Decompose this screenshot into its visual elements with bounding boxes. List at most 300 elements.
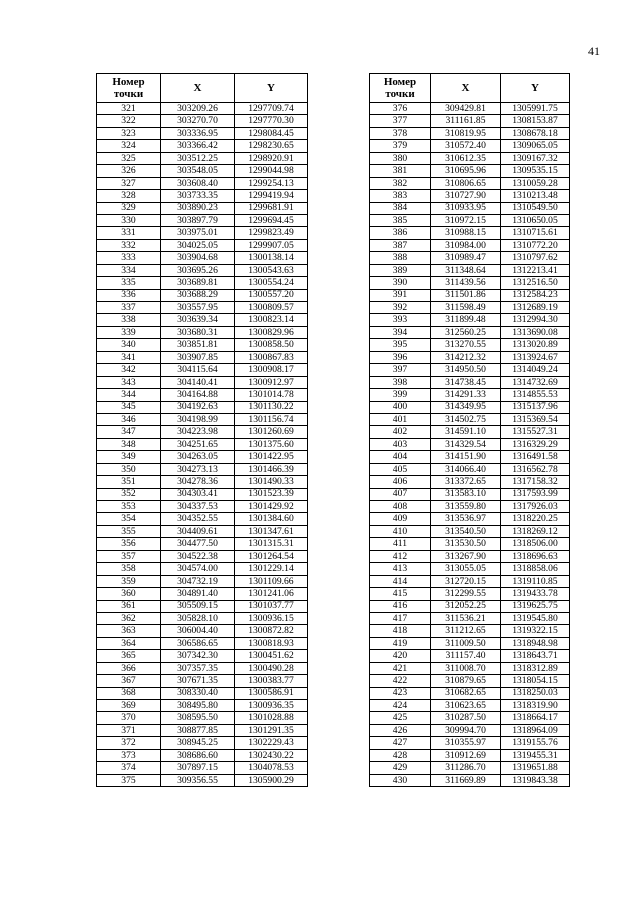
- y-coordinate-cell: 1312213.41: [501, 264, 570, 276]
- point-number-cell: 374: [97, 762, 161, 774]
- point-number-cell: 342: [97, 364, 161, 376]
- point-number-cell: 385: [370, 214, 431, 226]
- y-coordinate-cell: 1314855.53: [501, 389, 570, 401]
- x-coordinate-cell: 303733.35: [161, 190, 235, 202]
- table-row: [370, 737, 570, 749]
- point-number-cell: 369: [97, 700, 161, 712]
- x-coordinate-cell: 313583.10: [431, 488, 501, 500]
- y-coordinate-cell: 1300823.14: [235, 314, 308, 326]
- y-coordinate-cell: 1299694.45: [235, 214, 308, 226]
- point-number-cell: 401: [370, 413, 431, 425]
- x-coordinate-cell: 310572.40: [431, 140, 501, 152]
- x-coordinate-cell: 310819.95: [431, 127, 501, 139]
- y-coordinate-cell: 1300557.20: [235, 289, 308, 301]
- point-number-cell: 358: [97, 563, 161, 575]
- x-coordinate-cell: 307671.35: [161, 675, 235, 687]
- point-number-cell: 365: [97, 650, 161, 662]
- x-coordinate-cell: 304115.64: [161, 364, 235, 376]
- table-row: [97, 550, 308, 562]
- header-x: X: [431, 74, 501, 103]
- x-coordinate-cell: 303512.25: [161, 152, 235, 164]
- x-coordinate-cell: 314738.45: [431, 376, 501, 388]
- y-coordinate-cell: 1318506.00: [501, 538, 570, 550]
- y-coordinate-cell: 1301109.66: [235, 575, 308, 587]
- point-number-cell: 393: [370, 314, 431, 326]
- table-row: [370, 389, 570, 401]
- header-point-number: Номер точки: [97, 74, 161, 103]
- point-number-cell: 355: [97, 525, 161, 537]
- table-row: [370, 600, 570, 612]
- point-number-cell: 423: [370, 687, 431, 699]
- table-row: [370, 724, 570, 736]
- table-row: [97, 762, 308, 774]
- table-row: [97, 637, 308, 649]
- point-number-cell: 400: [370, 401, 431, 413]
- point-number-cell: 325: [97, 152, 161, 164]
- point-number-cell: 330: [97, 214, 161, 226]
- point-number-cell: 343: [97, 376, 161, 388]
- point-number-cell: 338: [97, 314, 161, 326]
- point-number-cell: 362: [97, 612, 161, 624]
- point-number-cell: 398: [370, 376, 431, 388]
- table-row: [370, 588, 570, 600]
- y-coordinate-cell: 1300543.63: [235, 264, 308, 276]
- x-coordinate-cell: 311669.89: [431, 774, 501, 786]
- x-coordinate-cell: 304477.50: [161, 538, 235, 550]
- y-coordinate-cell: 1301130.22: [235, 401, 308, 413]
- point-number-cell: 328: [97, 190, 161, 202]
- point-number-cell: 422: [370, 675, 431, 687]
- y-coordinate-cell: 1319843.38: [501, 774, 570, 786]
- point-number-cell: 424: [370, 700, 431, 712]
- table-row: [370, 612, 570, 624]
- y-coordinate-cell: 1300936.15: [235, 612, 308, 624]
- x-coordinate-cell: 310806.65: [431, 177, 501, 189]
- table-row: [97, 252, 308, 264]
- point-number-cell: 427: [370, 737, 431, 749]
- x-coordinate-cell: 310623.65: [431, 700, 501, 712]
- header-y: Y: [501, 74, 570, 103]
- table-row: [97, 538, 308, 550]
- table-row: [97, 563, 308, 575]
- x-coordinate-cell: 303907.85: [161, 351, 235, 363]
- y-coordinate-cell: 1318964.09: [501, 724, 570, 736]
- x-coordinate-cell: 310727.90: [431, 190, 501, 202]
- table-row: [97, 152, 308, 164]
- point-number-cell: 357: [97, 550, 161, 562]
- point-number-cell: 341: [97, 351, 161, 363]
- y-coordinate-cell: 1318054.15: [501, 675, 570, 687]
- y-coordinate-cell: 1312584.23: [501, 289, 570, 301]
- point-number-cell: 426: [370, 724, 431, 736]
- y-coordinate-cell: 1312994.30: [501, 314, 570, 326]
- point-number-cell: 356: [97, 538, 161, 550]
- x-coordinate-cell: 307897.15: [161, 762, 235, 774]
- table-row: [370, 413, 570, 425]
- table-row: [370, 513, 570, 525]
- y-coordinate-cell: 1300858.50: [235, 339, 308, 351]
- x-coordinate-cell: 313540.50: [431, 525, 501, 537]
- x-coordinate-cell: 303366.42: [161, 140, 235, 152]
- table-row: [97, 451, 308, 463]
- point-number-cell: 371: [97, 724, 161, 736]
- x-coordinate-cell: 304198.99: [161, 413, 235, 425]
- x-coordinate-cell: 303548.05: [161, 165, 235, 177]
- y-coordinate-cell: 1301422.95: [235, 451, 308, 463]
- table-row: [97, 612, 308, 624]
- y-coordinate-cell: 1299044.98: [235, 165, 308, 177]
- point-number-cell: 376: [370, 103, 431, 115]
- y-coordinate-cell: 1319455.31: [501, 749, 570, 761]
- y-coordinate-cell: 1305991.75: [501, 103, 570, 115]
- point-number-cell: 340: [97, 339, 161, 351]
- table-row: [370, 165, 570, 177]
- table-row: [97, 351, 308, 363]
- table-row: [97, 749, 308, 761]
- point-number-cell: 324: [97, 140, 161, 152]
- y-coordinate-cell: 1301384.60: [235, 513, 308, 525]
- table-row: [370, 277, 570, 289]
- table-row: [97, 140, 308, 152]
- point-number-cell: 414: [370, 575, 431, 587]
- point-number-cell: 352: [97, 488, 161, 500]
- table-row: [370, 538, 570, 550]
- x-coordinate-cell: 313530.50: [431, 538, 501, 550]
- point-number-cell: 403: [370, 438, 431, 450]
- x-coordinate-cell: 303209.26: [161, 103, 235, 115]
- y-coordinate-cell: 1300451.62: [235, 650, 308, 662]
- point-number-cell: 404: [370, 451, 431, 463]
- x-coordinate-cell: 303695.26: [161, 264, 235, 276]
- point-number-cell: 322: [97, 115, 161, 127]
- y-coordinate-cell: 1300809.57: [235, 302, 308, 314]
- x-coordinate-cell: 310695.96: [431, 165, 501, 177]
- x-coordinate-cell: 306004.40: [161, 625, 235, 637]
- y-coordinate-cell: 1315369.54: [501, 413, 570, 425]
- table-row: [370, 239, 570, 251]
- table-row: [97, 314, 308, 326]
- table-row: [97, 413, 308, 425]
- x-coordinate-cell: 313536.97: [431, 513, 501, 525]
- table-row: [370, 687, 570, 699]
- y-coordinate-cell: 1301315.31: [235, 538, 308, 550]
- y-coordinate-cell: 1313924.67: [501, 351, 570, 363]
- y-coordinate-cell: 1299907.05: [235, 239, 308, 251]
- table-row: [97, 190, 308, 202]
- table-row: [370, 127, 570, 139]
- table-row: [370, 675, 570, 687]
- point-number-cell: 415: [370, 588, 431, 600]
- point-number-cell: 334: [97, 264, 161, 276]
- y-coordinate-cell: 1301347.61: [235, 525, 308, 537]
- y-coordinate-cell: 1305900.29: [235, 774, 308, 786]
- y-coordinate-cell: 1318948.98: [501, 637, 570, 649]
- x-coordinate-cell: 314950.50: [431, 364, 501, 376]
- point-number-cell: 410: [370, 525, 431, 537]
- table-row: [97, 165, 308, 177]
- table-row: [370, 152, 570, 164]
- point-number-cell: 419: [370, 637, 431, 649]
- y-coordinate-cell: 1319651.88: [501, 762, 570, 774]
- table-row: [370, 625, 570, 637]
- x-coordinate-cell: 305828.10: [161, 612, 235, 624]
- point-number-cell: 413: [370, 563, 431, 575]
- x-coordinate-cell: 303689.81: [161, 277, 235, 289]
- x-coordinate-cell: 312560.25: [431, 326, 501, 338]
- table-row: [97, 488, 308, 500]
- x-coordinate-cell: 303975.01: [161, 227, 235, 239]
- table-header-row: [97, 74, 308, 103]
- header-y: Y: [235, 74, 308, 103]
- y-coordinate-cell: 1302229.43: [235, 737, 308, 749]
- table-row: [370, 438, 570, 450]
- y-coordinate-cell: 1304078.53: [235, 762, 308, 774]
- table-row: [370, 289, 570, 301]
- x-coordinate-cell: 310972.15: [431, 214, 501, 226]
- table-row: [370, 712, 570, 724]
- x-coordinate-cell: 311212.65: [431, 625, 501, 637]
- table-row: [370, 103, 570, 115]
- table-row: [97, 463, 308, 475]
- y-coordinate-cell: 1318319.90: [501, 700, 570, 712]
- x-coordinate-cell: 307342.30: [161, 650, 235, 662]
- table-row: [97, 401, 308, 413]
- y-coordinate-cell: 1301156.74: [235, 413, 308, 425]
- point-number-cell: 363: [97, 625, 161, 637]
- y-coordinate-cell: 1318312.89: [501, 662, 570, 674]
- x-coordinate-cell: 314502.75: [431, 413, 501, 425]
- x-coordinate-cell: 308945.25: [161, 737, 235, 749]
- header-point-number: Номер точки: [370, 74, 431, 103]
- y-coordinate-cell: 1308153.87: [501, 115, 570, 127]
- table-row: [370, 575, 570, 587]
- x-coordinate-cell: 303904.68: [161, 252, 235, 264]
- y-coordinate-cell: 1319433.78: [501, 588, 570, 600]
- y-coordinate-cell: 1301260.69: [235, 426, 308, 438]
- x-coordinate-cell: 308495.80: [161, 700, 235, 712]
- x-coordinate-cell: 313267.90: [431, 550, 501, 562]
- y-coordinate-cell: 1301241.06: [235, 588, 308, 600]
- x-coordinate-cell: 310933.95: [431, 202, 501, 214]
- table-row: [97, 687, 308, 699]
- y-coordinate-cell: 1301429.92: [235, 501, 308, 513]
- point-number-cell: 386: [370, 227, 431, 239]
- y-coordinate-cell: 1299681.91: [235, 202, 308, 214]
- point-number-cell: 392: [370, 302, 431, 314]
- table-row: [370, 376, 570, 388]
- point-number-cell: 407: [370, 488, 431, 500]
- table-row: [97, 588, 308, 600]
- y-coordinate-cell: 1298920.91: [235, 152, 308, 164]
- y-coordinate-cell: 1300908.17: [235, 364, 308, 376]
- table-row: [97, 438, 308, 450]
- x-coordinate-cell: 304278.36: [161, 476, 235, 488]
- x-coordinate-cell: 308595.50: [161, 712, 235, 724]
- point-number-cell: 353: [97, 501, 161, 513]
- table-row: [370, 525, 570, 537]
- point-number-cell: 336: [97, 289, 161, 301]
- y-coordinate-cell: 1301490.33: [235, 476, 308, 488]
- x-coordinate-cell: 304409.61: [161, 525, 235, 537]
- point-number-cell: 395: [370, 339, 431, 351]
- x-coordinate-cell: 311899.48: [431, 314, 501, 326]
- y-coordinate-cell: 1299823.49: [235, 227, 308, 239]
- point-number-cell: 373: [97, 749, 161, 761]
- y-coordinate-cell: 1301037.77: [235, 600, 308, 612]
- x-coordinate-cell: 313270.55: [431, 339, 501, 351]
- y-coordinate-cell: 1301523.39: [235, 488, 308, 500]
- table-row: [370, 202, 570, 214]
- x-coordinate-cell: 304337.53: [161, 501, 235, 513]
- x-coordinate-cell: 311348.64: [431, 264, 501, 276]
- x-coordinate-cell: 304164.88: [161, 389, 235, 401]
- table-row: [97, 501, 308, 513]
- y-coordinate-cell: 1319155.76: [501, 737, 570, 749]
- x-coordinate-cell: 310355.97: [431, 737, 501, 749]
- point-number-cell: 397: [370, 364, 431, 376]
- x-coordinate-cell: 309429.81: [431, 103, 501, 115]
- y-coordinate-cell: 1309065.05: [501, 140, 570, 152]
- y-coordinate-cell: 1318696.63: [501, 550, 570, 562]
- table-row: [370, 314, 570, 326]
- table-row: [370, 463, 570, 475]
- y-coordinate-cell: 1312516.50: [501, 277, 570, 289]
- table-row: [370, 563, 570, 575]
- point-number-cell: 349: [97, 451, 161, 463]
- x-coordinate-cell: 304352.55: [161, 513, 235, 525]
- point-number-cell: 377: [370, 115, 431, 127]
- table-row: [370, 488, 570, 500]
- y-coordinate-cell: 1310715.61: [501, 227, 570, 239]
- point-number-cell: 350: [97, 463, 161, 475]
- table-row: [97, 326, 308, 338]
- y-coordinate-cell: 1301291.35: [235, 724, 308, 736]
- y-coordinate-cell: 1300383.77: [235, 675, 308, 687]
- x-coordinate-cell: 314066.40: [431, 463, 501, 475]
- x-coordinate-cell: 314151.90: [431, 451, 501, 463]
- point-number-cell: 351: [97, 476, 161, 488]
- y-coordinate-cell: 1309535.15: [501, 165, 570, 177]
- table-row: [370, 451, 570, 463]
- point-number-cell: 406: [370, 476, 431, 488]
- point-number-cell: 344: [97, 389, 161, 401]
- y-coordinate-cell: 1310772.20: [501, 239, 570, 251]
- y-coordinate-cell: 1300912.97: [235, 376, 308, 388]
- x-coordinate-cell: 304732.19: [161, 575, 235, 587]
- x-coordinate-cell: 304223.98: [161, 426, 235, 438]
- point-number-cell: 321: [97, 103, 161, 115]
- table-row: [97, 127, 308, 139]
- x-coordinate-cell: 312052.25: [431, 600, 501, 612]
- y-coordinate-cell: 1297770.30: [235, 115, 308, 127]
- table-row: [370, 762, 570, 774]
- table-row: [370, 774, 570, 786]
- table-row: [370, 115, 570, 127]
- x-coordinate-cell: 310988.15: [431, 227, 501, 239]
- point-number-cell: 412: [370, 550, 431, 562]
- x-coordinate-cell: 304303.41: [161, 488, 235, 500]
- x-coordinate-cell: 303639.34: [161, 314, 235, 326]
- table-row: [370, 550, 570, 562]
- x-coordinate-cell: 312299.55: [431, 588, 501, 600]
- point-number-cell: 396: [370, 351, 431, 363]
- y-coordinate-cell: 1300829.96: [235, 326, 308, 338]
- y-coordinate-cell: 1301466.39: [235, 463, 308, 475]
- x-coordinate-cell: 314591.10: [431, 426, 501, 438]
- x-coordinate-cell: 304025.05: [161, 239, 235, 251]
- table-row: [370, 302, 570, 314]
- y-coordinate-cell: 1313020.89: [501, 339, 570, 351]
- x-coordinate-cell: 305509.15: [161, 600, 235, 612]
- table-row: [97, 712, 308, 724]
- x-coordinate-cell: 304273.13: [161, 463, 235, 475]
- y-coordinate-cell: 1310549.50: [501, 202, 570, 214]
- point-number-cell: 425: [370, 712, 431, 724]
- table-row: [97, 103, 308, 115]
- table-row: [370, 749, 570, 761]
- y-coordinate-cell: 1302430.22: [235, 749, 308, 761]
- y-coordinate-cell: 1299419.94: [235, 190, 308, 202]
- x-coordinate-cell: 313372.65: [431, 476, 501, 488]
- point-number-cell: 359: [97, 575, 161, 587]
- x-coordinate-cell: 304522.38: [161, 550, 235, 562]
- x-coordinate-cell: 303851.81: [161, 339, 235, 351]
- table-row: [370, 650, 570, 662]
- x-coordinate-cell: 303680.31: [161, 326, 235, 338]
- table-row: [97, 737, 308, 749]
- point-number-cell: 388: [370, 252, 431, 264]
- x-coordinate-cell: 311009.50: [431, 637, 501, 649]
- page-number: 41: [588, 44, 600, 58]
- table-row: [370, 364, 570, 376]
- point-number-cell: 428: [370, 749, 431, 761]
- table-row: [370, 227, 570, 239]
- point-number-cell: 345: [97, 401, 161, 413]
- x-coordinate-cell: 311439.56: [431, 277, 501, 289]
- point-number-cell: 335: [97, 277, 161, 289]
- x-coordinate-cell: 311501.86: [431, 289, 501, 301]
- y-coordinate-cell: 1310059.28: [501, 177, 570, 189]
- x-coordinate-cell: 310287.50: [431, 712, 501, 724]
- x-coordinate-cell: 303608.40: [161, 177, 235, 189]
- x-coordinate-cell: 307357.35: [161, 662, 235, 674]
- point-number-cell: 332: [97, 239, 161, 251]
- y-coordinate-cell: 1318269.12: [501, 525, 570, 537]
- y-coordinate-cell: 1312689.19: [501, 302, 570, 314]
- y-coordinate-cell: 1301014.78: [235, 389, 308, 401]
- x-coordinate-cell: 310989.47: [431, 252, 501, 264]
- table-row: [97, 376, 308, 388]
- table-row: [370, 662, 570, 674]
- y-coordinate-cell: 1308678.18: [501, 127, 570, 139]
- y-coordinate-cell: 1300586.91: [235, 687, 308, 699]
- x-coordinate-cell: 304251.65: [161, 438, 235, 450]
- point-number-cell: 368: [97, 687, 161, 699]
- table-row: [97, 700, 308, 712]
- table-row: [370, 501, 570, 513]
- point-number-cell: 360: [97, 588, 161, 600]
- point-number-cell: 405: [370, 463, 431, 475]
- x-coordinate-cell: 303890.23: [161, 202, 235, 214]
- point-number-cell: 329: [97, 202, 161, 214]
- point-number-cell: 429: [370, 762, 431, 774]
- y-coordinate-cell: 1318250.03: [501, 687, 570, 699]
- table-row: [97, 650, 308, 662]
- table-row: [97, 575, 308, 587]
- x-coordinate-cell: 313055.05: [431, 563, 501, 575]
- table-row: [97, 600, 308, 612]
- table-row: [97, 239, 308, 251]
